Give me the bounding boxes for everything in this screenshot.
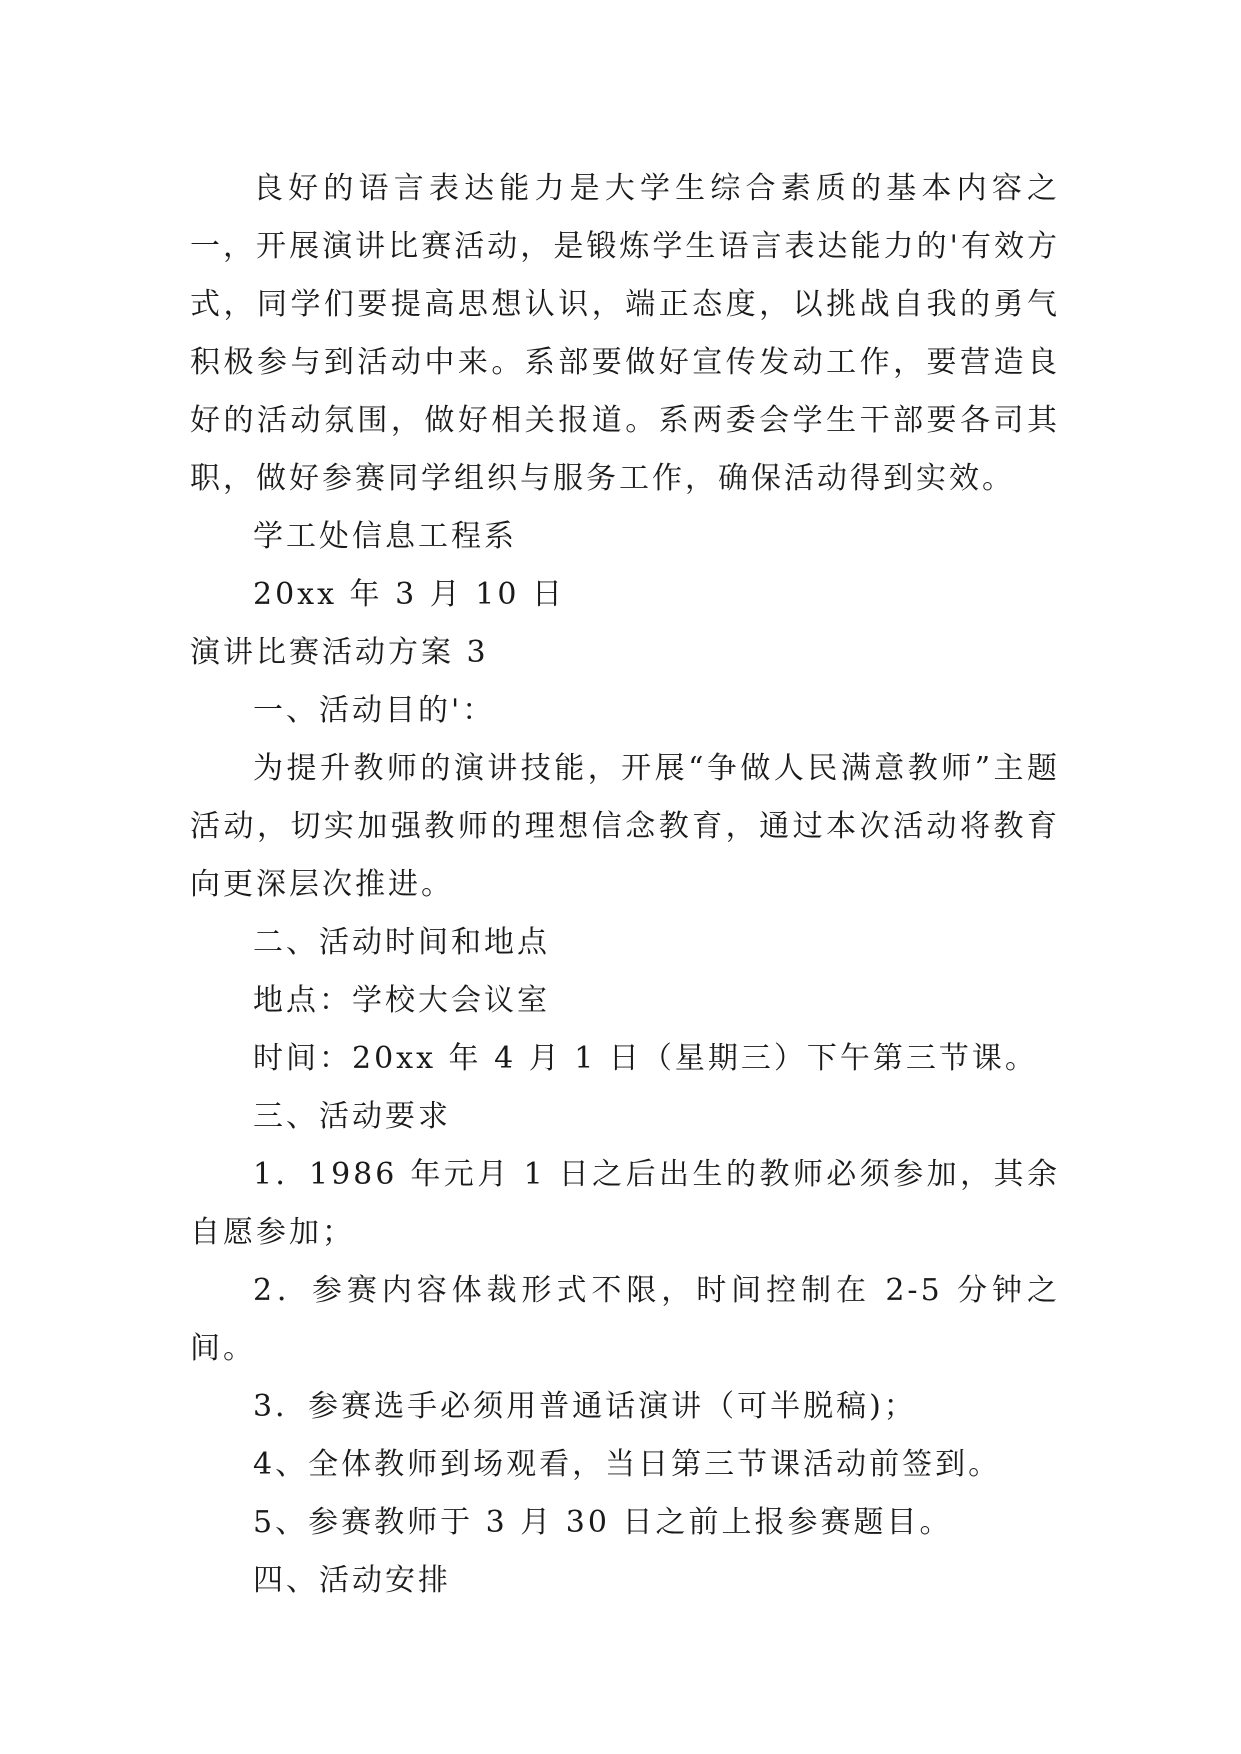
- section-2-heading: 二、活动时间和地点: [253, 925, 550, 960]
- section-3-heading: 三、活动要求: [253, 1099, 451, 1134]
- requirement-5: 5、参赛教师于 3 月 30 日之前上报参赛题目。: [253, 1505, 953, 1540]
- time-line: 时间：20xx 年 4 月 1 日（星期三）下午第三节课。: [253, 1041, 1038, 1076]
- requirement-3: 3．参赛选手必须用普通话演讲（可半脱稿)；: [253, 1389, 917, 1424]
- requirement-1: 1．1986 年元月 1 日之后出生的教师必须参加，其余自愿参加；: [190, 1157, 1060, 1250]
- location-line: 地点：学校大会议室: [253, 983, 550, 1018]
- document-body: [190, 160, 1060, 1610]
- intro-paragraph: 良好的语言表达能力是大学生综合素质的基本内容之一，开展演讲比赛活动，是锻炼学生语言表达能力的'有效方式，同学们要提高思想认识，端正态度，以挑战自我的勇气积极参与到活动中来。系部要做好宣传发动工作，要营造良好的活动氛围，做好相关报道。系两委会学生干部要各司其职，做好参赛同学组织与服务工作，确保活动得到实效。: [190, 171, 1060, 496]
- section-1-heading: 一、活动目的'：: [253, 693, 496, 728]
- plan-title: 演讲比赛活动方案 3: [190, 635, 489, 670]
- signature-organization: 学工处信息工程系: [253, 519, 517, 554]
- section-4-heading: 四、活动安排: [253, 1563, 451, 1598]
- signature-date: 20xx 年 3 月 10 日: [253, 577, 565, 612]
- requirement-4: 4、全体教师到场观看，当日第三节课活动前签到。: [253, 1447, 1002, 1482]
- section-1-body: 为提升教师的演讲技能，开展“争做人民满意教师”主题活动，切实加强教师的理想信念教育，通过本次活动将教育向更深层次推进。: [190, 751, 1060, 902]
- requirement-2: 2．参赛内容体裁形式不限，时间控制在 2-5 分钟之间。: [190, 1273, 1060, 1366]
